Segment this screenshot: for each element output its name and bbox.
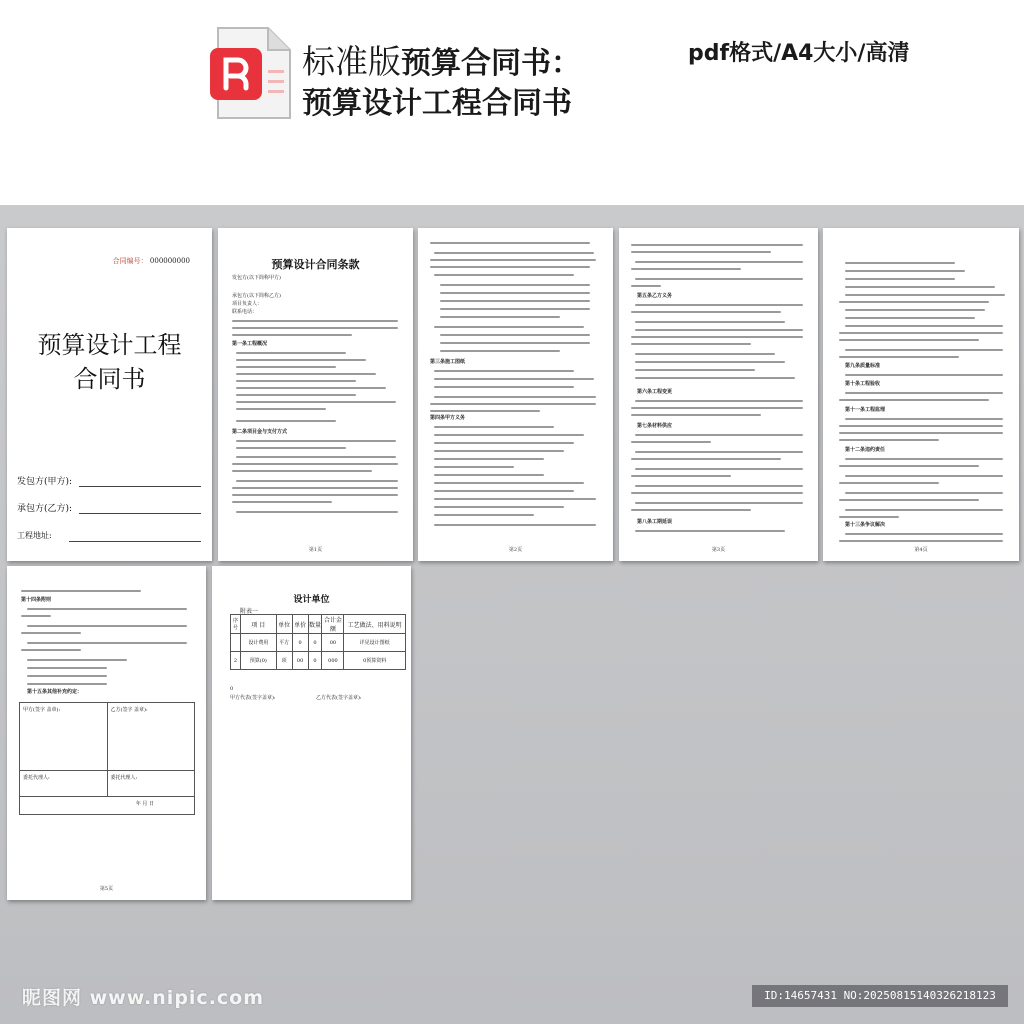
fee-table-cell: 0 [308,652,322,670]
page1-phone: 联系电话： [232,309,258,315]
fee-table-cell: 设计费用 [240,634,276,652]
contract-page-3 [619,228,818,561]
page4-section-13: 第十三条争议解决 [845,522,886,528]
contract-page-4 [823,228,1019,561]
page4-section-10: 第十条工程验收 [845,381,881,387]
page4-number: 第4页 [914,547,928,553]
page1-party-b: 承包方(以下简称乙方) [232,293,281,299]
page3-section-7: 第七条材料供应 [637,423,673,429]
page1-section-2: 第二条项目金与支付方式 [232,429,288,435]
fee-table-cell: 2 [231,652,241,670]
contract-page-5 [7,566,206,900]
page6-title: 设计单位 [293,595,330,605]
watermark: 昵图网 www.nipic.com [22,987,265,1009]
image-id-badge: ID:14657431 NO:20250815140326218123 [752,985,1008,1007]
fee-table-header: 单位 [276,615,292,634]
page1-number: 第1页 [308,547,323,553]
fee-table-cell [231,634,241,652]
page2-section-3: 第三条施工图纸 [430,359,466,365]
agent-party-b: 委托代理人: [107,771,195,797]
fee-table-header: 单价 [292,615,308,634]
fee-table-cell: 详见设计图纸 [344,634,406,652]
page1-party-a: 发包方(以下简称甲方) [232,275,281,281]
fee-table-header: 工艺做法、用料说明 [344,615,406,634]
cover-address: 工程地址: [17,531,52,540]
fee-table-header: 序号 [231,615,241,634]
page3-section-6: 第六条工程变更 [637,389,673,395]
page1-section-1: 第一条工程概况 [232,341,268,347]
fee-table-row [231,634,406,652]
page4-section-11: 第十一条工程监理 [845,407,886,413]
fee-table-cell: 预算(0) [240,652,276,670]
contract-page-6 [212,566,411,900]
page1-manager: 项目负责人： [232,301,263,307]
contract-page-2 [418,228,613,561]
fee-table-header: 合计金额 [322,615,344,634]
fee-table-cell: 平方 [276,634,292,652]
product-header [0,0,1024,205]
agent-party-a: 委托代理人: [20,771,108,797]
cover-page [7,228,212,561]
page5-section-14: 第十四条附则 [21,597,52,603]
cover-title: 预算设计工程 合同书 [37,331,182,393]
fee-table-cell: 0 [308,634,322,652]
signature-table [19,702,195,815]
cover-party-a: 发包方(甲方): [17,477,73,487]
fee-table-header: 数量 [308,615,322,634]
annex-label: 附表一 [240,608,259,615]
page3-section-5: 第五条乙方义务 [637,293,673,299]
page5-number: 第5页 [99,886,114,892]
fee-table-cell: 000 [322,652,344,670]
fee-table-cell: 00 [322,634,344,652]
cover-party-b: 承包方(乙方): [17,504,73,514]
footer-bar [0,975,1024,1024]
fee-table-row [231,652,406,670]
page2-number: 第2页 [508,547,523,553]
page3-number: 第3页 [711,547,726,553]
product-title-line1: 标准版预算合同书： [302,42,581,81]
page1-title: 预算设计合同条款 [271,258,360,271]
fee-table-cell: 0预算资料 [344,652,406,670]
contract-page-1 [218,228,413,561]
sign-party-a: 甲方(签字 盖章): [20,703,108,771]
page2-section-4: 第四条甲方义务 [430,415,466,421]
format-spec: pdf格式/A4大小/高清 [688,41,910,66]
sign-party-b: 乙方(签字 盖章): [107,703,195,771]
page4-section-12: 第十二条违约责任 [845,447,886,453]
contract-number: 合同编号： 000000000 [112,257,190,265]
product-title-line2: 预算设计工程合同书 [302,86,572,121]
fee-table-cell: 项 [276,652,292,670]
page3-section-8: 第八条工期延误 [637,519,673,525]
sign-date: 年 月 日 [20,797,195,815]
page5-section-15: 第十五条其他补充约定： [27,689,83,695]
fee-table-header: 项 目 [240,615,276,634]
page4-section-9: 第九条质量标准 [845,363,881,369]
pdf-file-icon [210,26,292,122]
party-a-signature: 甲方代表(签字盖章): [230,695,276,701]
page6-zero: 0 [230,686,234,692]
fee-table [230,614,406,670]
fee-table-cell: 0 [292,634,308,652]
party-b-signature: 乙方代表(签字盖章): [316,695,362,701]
fee-table-cell: 00 [292,652,308,670]
